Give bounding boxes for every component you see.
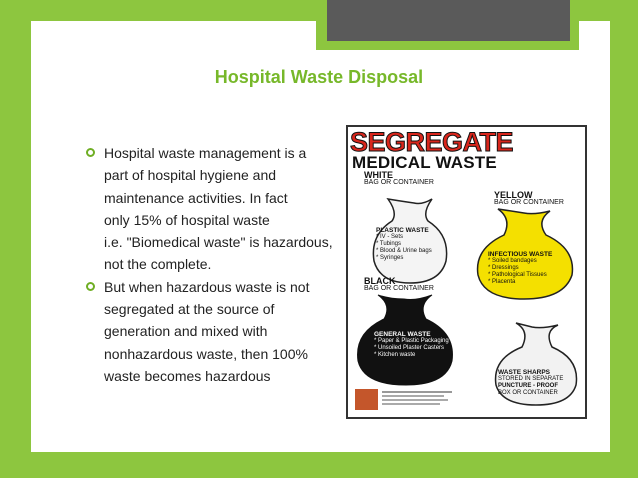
- black-bag-label: [364, 277, 434, 293]
- black-bag-sub: BAG OR CONTAINER: [364, 285, 434, 292]
- bullet-marker-icon: [86, 148, 95, 157]
- white-list-item: * IV - Sets: [376, 234, 404, 240]
- black-bag-list: [374, 331, 449, 359]
- sharps-list: [498, 369, 563, 397]
- bullet-line: i.e. "Biomedical waste" is hazardous,: [104, 234, 333, 251]
- bullet-line: generation and mixed with: [104, 323, 268, 340]
- poster-logo-icon: [355, 389, 378, 410]
- segregate-poster-image: [346, 125, 587, 419]
- header-tab-inner: [327, 0, 570, 41]
- black-list-item: * Paper & Plastic Packaging: [374, 338, 449, 344]
- sharps-list-item: BOX OR CONTAINER: [498, 390, 558, 396]
- white-bag-label: [364, 171, 434, 187]
- bullet-item: [86, 142, 346, 276]
- bullet-list: [86, 142, 346, 387]
- bullet-line: nonhazardous waste, then 100%: [104, 345, 308, 362]
- yellow-bag-label: [494, 191, 564, 207]
- bullet-line: But when hazardous waste is not: [104, 278, 310, 295]
- poster-footer-fine-print: [382, 389, 452, 407]
- bullet-line: part of hospital hygiene and: [104, 167, 277, 184]
- bullet-marker-icon: [86, 282, 95, 291]
- bullet-line: only 15% of hospital waste: [104, 211, 270, 228]
- yellow-bag-name: YELLOW: [494, 190, 533, 200]
- white-bag-sub: BAG OR CONTAINER: [364, 179, 434, 186]
- white-bag-list: [376, 227, 432, 262]
- yellow-list-item: * Dressings: [488, 265, 519, 271]
- sharps-list-title: WASTE SHARPS: [498, 369, 551, 376]
- white-list-item: * Syringes: [376, 255, 404, 261]
- black-list-item: * Kitchen waste: [374, 352, 416, 358]
- sharps-list-item: STORED IN SEPARATE: [498, 376, 564, 382]
- white-list-item: * Blood & Urine bags: [376, 248, 432, 254]
- yellow-list-item: * Soiled bandages: [488, 258, 537, 264]
- yellow-list-item: * Pathological Tissues: [488, 272, 547, 278]
- poster-subheading: MEDICAL WASTE: [352, 153, 497, 172]
- black-bag-name: BLACK: [364, 276, 396, 286]
- black-list-title: GENERAL WASTE: [374, 331, 431, 338]
- yellow-list-item: * Placenta: [488, 279, 516, 285]
- yellow-bag-sub: BAG OR CONTAINER: [494, 199, 564, 206]
- white-list-item: * Tubings: [376, 241, 402, 247]
- bullet-line: waste becomes hazardous: [104, 367, 271, 384]
- sharps-list-item: PUNCTURE - PROOF: [498, 383, 558, 389]
- bullet-item: [86, 276, 346, 387]
- poster-heading: SEGREGATE: [350, 127, 514, 157]
- bullet-line: maintenance activities. In fact: [104, 189, 288, 206]
- yellow-list-title: INFECTIOUS WASTE: [488, 251, 553, 258]
- white-bag-name: WHITE: [364, 170, 393, 180]
- yellow-bag-list: [488, 251, 552, 286]
- bullet-line: not the complete.: [104, 256, 212, 273]
- bullet-line: segregated at the source of: [104, 301, 275, 318]
- black-list-item: * Unsoiled Plaster Casters: [374, 345, 445, 351]
- slide-title: Hospital Waste Disposal: [214, 67, 424, 87]
- white-list-title: PLASTIC WASTE: [376, 227, 429, 234]
- bullet-line: Hospital waste management is a: [104, 145, 307, 161]
